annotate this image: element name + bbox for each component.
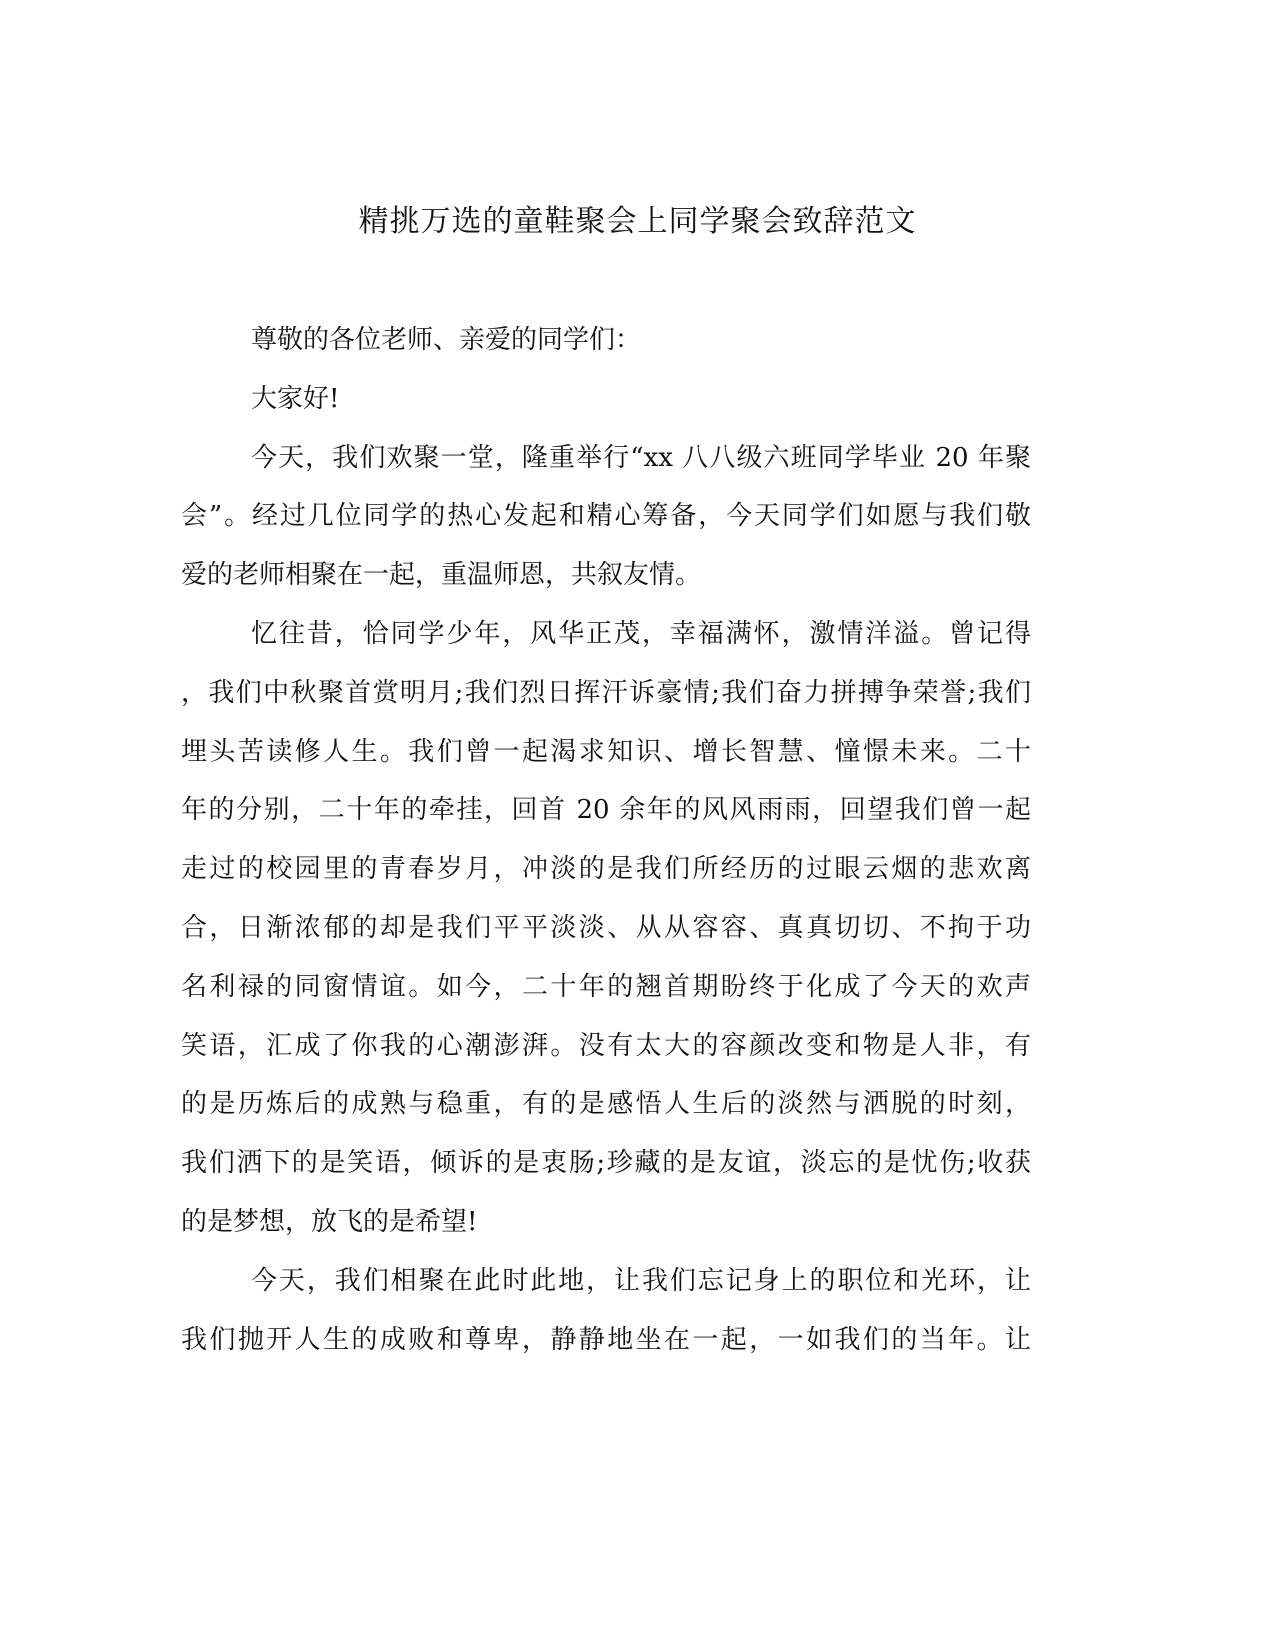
document-body [181, 318, 1031, 1376]
paragraph-line: 尊敬的各位老师、亲爱的同学们： [251, 325, 642, 355]
paragraph-line: 的是梦想，放飞的是希望! [181, 1206, 478, 1237]
paragraph-line: ，我们中秋聚首赏明月;我们烈日挥汗诉豪情;我们奋力拼搏争荣誉;我们 [181, 677, 1031, 708]
paragraph-line: 大家好! [251, 383, 340, 414]
paragraph-line: 爱的老师相聚在一起，重温师恩，共叙友情。 [181, 560, 702, 591]
paragraph-line: 名利禄的同窗情谊。如今，二十年的翘首期盼终于化成了今天的欢声 [181, 971, 1031, 1002]
paragraph-line: 走过的校园里的青春岁月，冲淡的是我们所经历的过眼云烟的悲欢离 [181, 854, 1031, 885]
document-title: 精挑万选的童鞋聚会上同学聚会致辞范文 [358, 204, 917, 239]
paragraph-line: 埋头苦读修人生。我们曾一起渴求知识、增长智慧、憧憬未来。二十 [181, 736, 1031, 767]
paragraph-line: 今天，我们相聚在此时此地，让我们忘记身上的职位和光环，让 [251, 1265, 1031, 1296]
paragraph-line: 忆往昔，恰同学少年，风华正茂，幸福满怀，激情洋溢。曾记得 [251, 618, 1031, 649]
paragraph-line: 笑语，汇成了你我的心潮澎湃。没有太大的容颜改变和物是人非，有 [181, 1030, 1031, 1061]
paragraph-line: 年的分别，二十年的牵挂，回首 20 余年的风风雨雨，回望我们曾一起 [181, 795, 1031, 826]
paragraph-line: 合，日渐浓郁的却是我们平平淡淡、从从容容、真真切切、不拘于功 [181, 912, 1031, 943]
paragraph-line: 今天，我们欢聚一堂，隆重举行“xx 八八级六班同学毕业 20 年聚 [251, 442, 1031, 473]
paragraph-line: 的是历炼后的成熟与稳重，有的是感悟人生后的淡然与洒脱的时刻， [181, 1089, 1031, 1120]
paragraph-line: 我们洒下的是笑语，倾诉的是衷肠;珍藏的是友谊，淡忘的是忧伤;收获 [181, 1148, 1031, 1179]
paragraph-line: 我们抛开人生的成败和尊卑，静静地坐在一起，一如我们的当年。让 [181, 1324, 1031, 1355]
paragraph-line: 会”。经过几位同学的热心发起和精心筹备，今天同学们如愿与我们敬 [181, 501, 1031, 532]
